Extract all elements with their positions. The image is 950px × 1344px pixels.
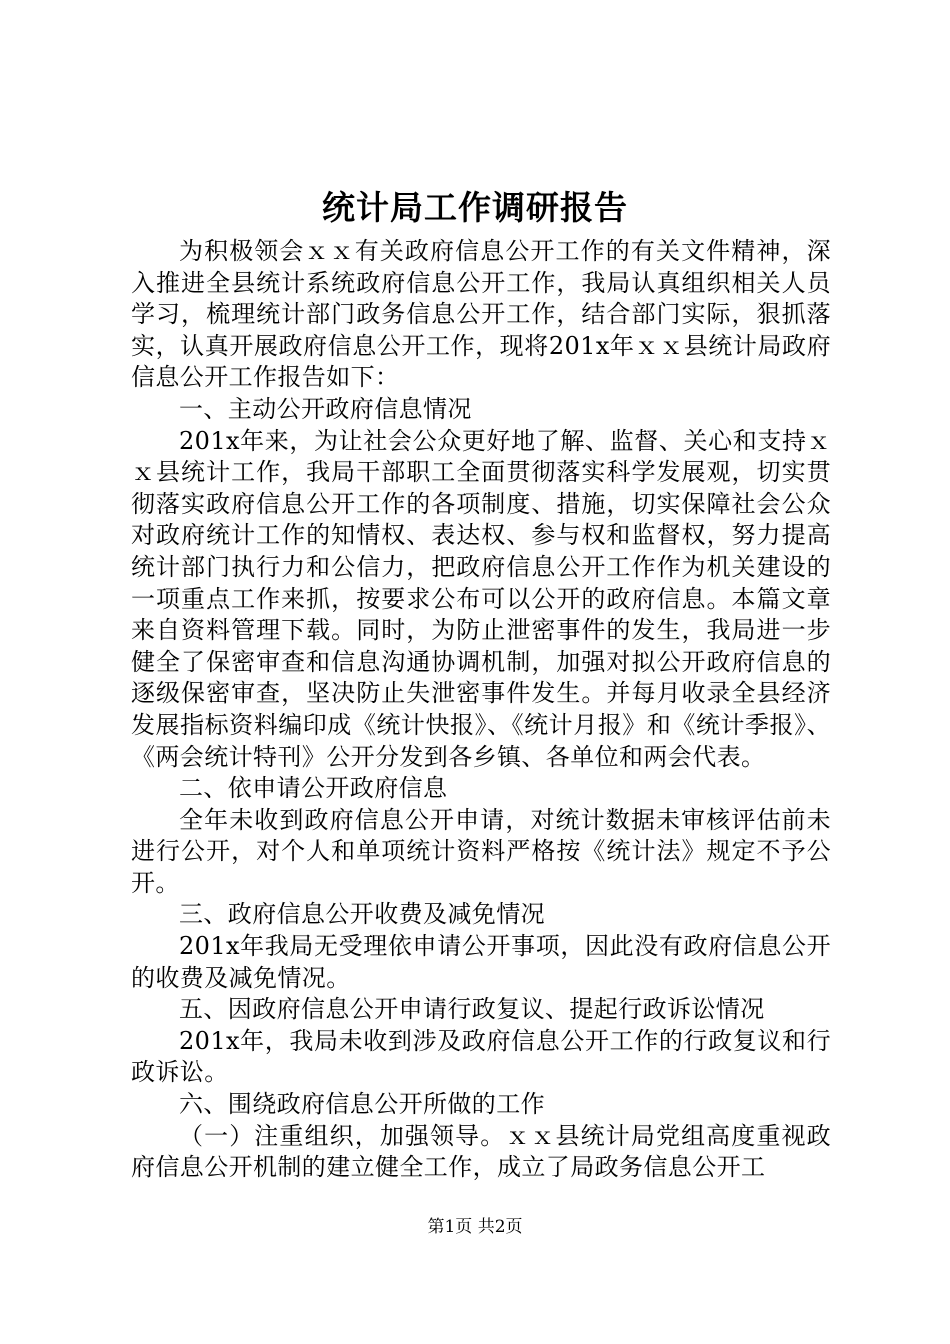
paragraph-section-2: 全年未收到政府信息公开申请，对统计数据未审核评估前未进行公开，对个人和单项统计资料严格按《统计法》规定不予公开。 xyxy=(131,805,831,897)
document-body xyxy=(131,236,831,1184)
paragraph-section-5: 201x年，我局未收到涉及政府信息公开工作的行政复议和行政诉讼。 xyxy=(131,1026,831,1087)
paragraph-section-1: 201x年来，为让社会公众更好地了解、监督、关心和支持ｘｘ县统计工作，我局干部职工全面贯彻落实科学发展观，切实贯彻落实政府信息公开工作的各项制度、措施，切实保障社会公众对政府统计工作的知情权、表达权、参与权和监督权，努力提高统计部门执行力和公信力，把政府信息公开工作作为机关建设的一项重点工作来抓，按要求公布可以公开的政府信息。本篇文章来自资料管理下载。同时，为防止泄密事件的发生，我局进一步健全了保密审查和信息沟通协调机制，加强对拟公开政府信息的逐级保密审查，坚决防止失泄密事件发生。并每月收录全县经济发展指标资料编印成《统计快报》、《统计月报》和《统计季报》、《两会统计特刊》公开分发到各乡镇、各单位和两会代表。 xyxy=(131,426,831,771)
section-heading-5: 五、因政府信息公开申请行政复议、提起行政诉讼情况 xyxy=(179,995,765,1024)
section-heading-2: 二、依申请公开政府信息 xyxy=(179,774,448,803)
page-number-footer: 第1页 共2页 xyxy=(427,1217,523,1237)
section-heading-3: 三、政府信息公开收费及减免情况 xyxy=(179,900,545,929)
section-heading-6: 六、围绕政府信息公开所做的工作 xyxy=(179,1090,545,1119)
document-title: 统计局工作调研报告 xyxy=(322,188,628,227)
paragraph-section-6-1: （一）注重组织，加强领导。ｘｘ县统计局党组高度重视政府信息公开机制的建立健全工作，成立了局政务信息公开工 xyxy=(131,1121,831,1182)
section-heading-1: 一、主动公开政府信息情况 xyxy=(179,394,472,423)
paragraph-section-3: 201x年我局无受理依申请公开事项，因此没有政府信息公开的收费及减免情况。 xyxy=(131,932,831,992)
paragraph-intro: 为积极领会ｘｘ有关政府信息公开工作的有关文件精神，深入推进全县统计系统政府信息公开工作，我局认真组织相关人员学习，梳理统计部门政务信息公开工作，结合部门实际，狠抓落实，认真开展政府信息公开工作，现将201x年ｘｘ县统计局政府信息公开工作报告如下： xyxy=(131,237,831,392)
